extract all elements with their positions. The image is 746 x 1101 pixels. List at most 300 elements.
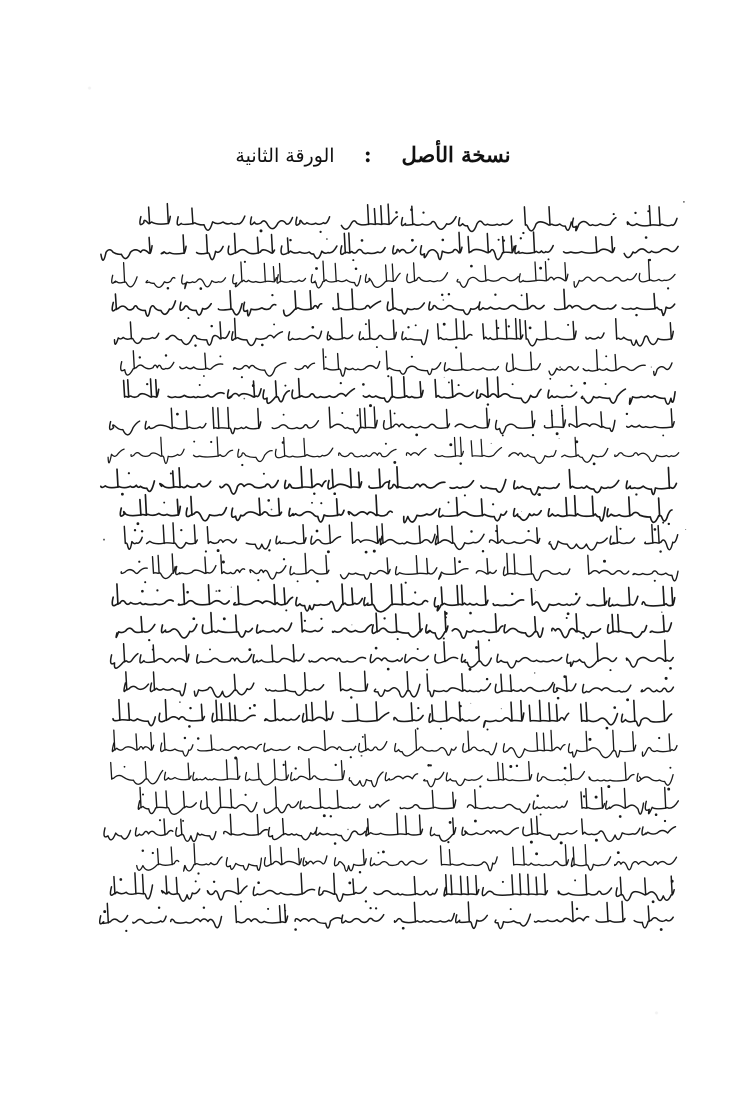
scan-speck (521, 511, 522, 512)
scan-speck (683, 201, 685, 203)
diacritic-dot (482, 550, 484, 552)
diacritic-dot (350, 696, 352, 698)
scan-speck (559, 366, 561, 368)
diacritic-dot (560, 841, 563, 844)
diacritic-dot (375, 647, 378, 650)
diacritic-dot (440, 728, 442, 730)
diacritic-dot (241, 464, 243, 466)
diacritic-dot (414, 591, 416, 593)
diacritic-dot (570, 385, 572, 387)
diacritic-dot (655, 813, 658, 816)
diacritic-dot (634, 212, 636, 214)
diacritic-dot (128, 472, 130, 474)
diacritic-dot (402, 927, 405, 930)
diacritic-dot (119, 878, 122, 881)
diacritic-dot (635, 314, 637, 316)
diacritic-dot (373, 550, 376, 553)
diacritic-dot (664, 820, 666, 822)
diacritic-dot (576, 908, 578, 910)
diacritic-dot (323, 814, 326, 817)
diacritic-dot (218, 590, 220, 592)
handwriting-stroke (137, 844, 677, 871)
handwriting-stroke (121, 553, 678, 580)
handwriting-stroke (116, 611, 671, 639)
diacritic-dot (240, 901, 242, 903)
diacritic-dot (512, 383, 514, 385)
diacritic-dot (316, 530, 319, 533)
manuscript-line (110, 407, 675, 437)
diacritic-dot (385, 443, 387, 445)
diacritic-dot (340, 382, 342, 384)
handwriting-stroke (124, 522, 677, 550)
handwriting-stroke (113, 700, 672, 728)
diacritic-dot (209, 648, 211, 650)
handwriting-stroke (104, 814, 676, 842)
diacritic-dot (273, 323, 275, 325)
diacritic-dot (486, 728, 488, 730)
diacritic-dot (549, 378, 551, 380)
diacritic-dot (137, 522, 140, 525)
handwriting-stroke (140, 204, 677, 232)
diacritic-dot (470, 530, 472, 532)
diacritic-dot (316, 580, 319, 583)
diacritic-dot (245, 794, 247, 796)
diacritic-dot (192, 617, 195, 620)
diacritic-dot (182, 820, 184, 822)
diacritic-dot (617, 851, 620, 854)
diacritic-dot (449, 821, 452, 824)
diacritic-dot (667, 287, 669, 289)
scan-speck (559, 438, 560, 439)
diacritic-dot (662, 522, 664, 524)
diacritic-dot (365, 551, 368, 554)
diacritic-dot (188, 725, 191, 728)
diacritic-dot (654, 528, 657, 531)
diacritic-dot (139, 356, 141, 358)
diacritic-dot (189, 707, 191, 709)
manuscript-line (100, 901, 674, 932)
diacritic-dot (522, 232, 524, 234)
diacritic-dot (217, 549, 220, 552)
manuscript-line (112, 289, 675, 320)
manuscript-line (121, 349, 672, 380)
manuscript-line (111, 640, 674, 671)
diacritic-dot (494, 294, 496, 296)
diacritic-dot (283, 414, 285, 416)
diacritic-dot (142, 793, 144, 795)
diacritic-dot (165, 354, 167, 356)
diacritic-dot (575, 593, 578, 596)
diacritic-dot (669, 667, 672, 670)
diacritic-dot (479, 785, 481, 787)
diacritic-dot (470, 265, 473, 268)
diacritic-dot (487, 403, 489, 405)
diacritic-dot (348, 882, 351, 885)
diacritic-dot (448, 293, 450, 295)
diacritic-dot (395, 211, 398, 214)
diacritic-dot (260, 229, 263, 232)
diacritic-dot (417, 707, 419, 709)
diacritic-dot (158, 906, 160, 908)
diacritic-dot (330, 815, 332, 817)
diacritic-dot (442, 239, 445, 242)
diacritic-dot (658, 737, 660, 739)
scan-speck (231, 587, 232, 588)
diacritic-dot (341, 412, 343, 414)
diacritic-dot (362, 736, 364, 738)
handwriting-stroke (124, 671, 673, 697)
diacritic-dot (103, 910, 106, 913)
diacritic-dot (582, 637, 584, 639)
diacritic-dot (492, 503, 494, 505)
scan-speck (564, 784, 566, 786)
diacritic-dot (159, 819, 161, 821)
scan-speck (351, 624, 352, 625)
handwriting-stroke (110, 873, 674, 901)
handwriting-stroke (111, 640, 674, 668)
diacritic-dot (607, 785, 610, 788)
manuscript-line (101, 467, 677, 497)
diacritic-dot (365, 900, 367, 902)
diacritic-dot (469, 612, 472, 615)
diacritic-dot (294, 928, 297, 931)
diacritic-dot (668, 523, 670, 525)
diacritic-dot (449, 443, 452, 446)
diacritic-dot (248, 648, 251, 651)
manuscript-line (113, 700, 672, 731)
diacritic-dot (511, 593, 513, 595)
scan-speck (444, 377, 445, 378)
diacritic-dot (583, 382, 586, 385)
scan-speck (651, 367, 652, 368)
diacritic-dot (197, 872, 199, 874)
diacritic-dot (561, 405, 563, 407)
diacritic-dot (595, 796, 598, 799)
diacritic-dot (387, 375, 389, 377)
diacritic-dot (455, 346, 457, 348)
diacritic-dot (383, 617, 385, 619)
diacritic-dot (660, 928, 663, 931)
diacritic-dot (626, 698, 629, 701)
diacritic-dot (320, 502, 322, 504)
diacritic-dot (382, 851, 385, 854)
diacritic-dot (459, 462, 461, 464)
diacritic-dot (142, 849, 144, 851)
diacritic-dot (361, 239, 364, 242)
caption-separator: : (363, 142, 373, 167)
diacritic-dot (320, 618, 322, 620)
diacritic-dot (527, 530, 529, 532)
diacritic-dot (662, 434, 664, 436)
diacritic-dot (613, 706, 616, 709)
scan-speck (326, 238, 328, 240)
diacritic-dot (267, 499, 270, 502)
manuscript-line (138, 787, 678, 818)
diacritic-dot (271, 294, 273, 296)
diacritic-dot (313, 492, 315, 494)
scan-speck (470, 703, 471, 704)
diacritic-dot (210, 441, 212, 443)
handwriting-stroke (112, 730, 677, 758)
diacritic-dot (203, 375, 205, 377)
diacritic-dot (357, 414, 359, 416)
handwriting-stroke (124, 377, 676, 404)
diacritic-dot (369, 404, 372, 407)
handwriting-stroke (112, 289, 675, 317)
diacritic-dot (152, 852, 154, 854)
diacritic-dot (141, 590, 144, 593)
diacritic-dot (244, 261, 246, 263)
scan-speck (215, 590, 217, 592)
diacritic-dot (548, 258, 550, 260)
diacritic-dot (311, 502, 313, 504)
diacritic-dot (124, 766, 126, 768)
diacritic-dot (520, 237, 522, 239)
manuscript-line (112, 730, 677, 760)
diacritic-dot (167, 287, 170, 290)
diacritic-dot (289, 239, 291, 241)
diacritic-dot (411, 356, 413, 358)
manuscript-line (124, 522, 677, 553)
diacritic-dot (605, 355, 607, 357)
diacritic-dot (170, 472, 172, 474)
diacritic-dot (375, 907, 377, 909)
diacritic-dot (605, 383, 607, 385)
diacritic-dot (141, 530, 143, 532)
diacritic-dot (283, 764, 285, 766)
diacritic-dot (564, 767, 567, 770)
diacritic-dot (257, 579, 259, 581)
diacritic-dot (285, 609, 287, 611)
handwriting-stroke (138, 787, 678, 814)
scan-speck (661, 611, 663, 613)
diacritic-dot (659, 550, 661, 552)
diacritic-dot (475, 646, 478, 649)
diacritic-dot (411, 239, 414, 242)
diacritic-dot (665, 677, 668, 680)
diacritic-dot (529, 327, 532, 330)
diacritic-dot (530, 841, 533, 844)
diacritic-dot (443, 637, 445, 639)
diacritic-dot (261, 344, 264, 347)
scan-speck (534, 672, 535, 673)
handwriting-stroke (121, 349, 672, 376)
diacritic-dot (497, 327, 499, 329)
diacritic-dot (469, 668, 472, 671)
diacritic-dot (619, 815, 622, 818)
diacritic-dot (283, 558, 285, 560)
diacritic-dot (394, 412, 396, 414)
page-caption (0, 142, 746, 167)
diacritic-dot (297, 580, 299, 582)
diacritic-dot (369, 907, 371, 909)
diacritic-dot (441, 294, 443, 296)
scan-speck (442, 299, 444, 301)
diacritic-dot (362, 383, 365, 386)
diacritic-dot (593, 463, 596, 466)
manuscript-line (120, 495, 672, 525)
diacritic-dot (263, 473, 265, 475)
diacritic-dot (508, 325, 510, 327)
diacritic-dot (405, 582, 407, 584)
diacritic-dot (144, 581, 146, 583)
diacritic-dot (205, 550, 207, 552)
diacritic-dot (567, 612, 570, 615)
diacritic-dot (443, 323, 446, 326)
diacritic-dot (268, 549, 270, 551)
leaf-label: الورقة الثانية (235, 145, 335, 167)
manuscript-line (111, 759, 673, 791)
diacritic-dot (567, 324, 569, 326)
diacritic-dot (121, 493, 124, 496)
diacritic-dot (327, 550, 330, 553)
diacritic-dot (199, 384, 201, 386)
diacritic-dot (125, 930, 127, 932)
diacritic-dot (609, 669, 611, 671)
diacritic-dot (376, 346, 378, 348)
diacritic-dot (219, 355, 221, 357)
scan-speck (685, 529, 686, 530)
diacritic-dot (539, 267, 542, 270)
diacritic-dot (510, 908, 512, 910)
manuscript-line (112, 584, 674, 615)
diacritic-dot (532, 434, 534, 436)
diacritic-dot (148, 639, 150, 641)
manuscript-line (115, 318, 674, 349)
diacritic-dot (448, 501, 450, 503)
diacritic-dot (669, 767, 671, 769)
diacritic-dot (257, 881, 260, 884)
diacritic-dot (335, 764, 337, 766)
diacritic-dot (417, 648, 419, 650)
scan-speck (271, 509, 273, 511)
handwriting-stroke (101, 232, 678, 260)
diacritic-dot (377, 852, 379, 854)
handwriting-stroke (112, 584, 674, 612)
handwriting-stroke (100, 901, 674, 928)
diacritic-dot (387, 668, 390, 671)
diacritic-dot (502, 881, 504, 883)
handwriting-stroke (101, 467, 677, 495)
manuscript-line (140, 204, 677, 235)
diacritic-dot (315, 267, 318, 270)
diacritic-dot (210, 325, 212, 327)
diacritic-dot (426, 669, 428, 671)
diacritic-dot (176, 413, 179, 416)
diacritic-dot (138, 561, 140, 563)
diacritic-dot (304, 620, 306, 622)
diacritic-dot (249, 707, 251, 709)
diacritic-dot (509, 765, 512, 768)
diacritic-dot (556, 432, 559, 435)
diacritic-dot (319, 231, 321, 233)
diacritic-dot (267, 908, 269, 910)
diacritic-dot (486, 678, 488, 680)
diacritic-dot (333, 492, 336, 495)
diacritic-dot (574, 879, 576, 881)
diacritic-dot (535, 852, 538, 855)
manuscript-line (104, 814, 676, 845)
diacritic-dot (146, 383, 148, 385)
diacritic-dot (447, 841, 449, 843)
handwriting-stroke (112, 260, 675, 289)
diacritic-dot (187, 317, 189, 319)
handwriting-stroke (111, 759, 673, 787)
diacritic-dot (284, 385, 286, 387)
diacritic-dot (397, 638, 399, 640)
diacritic-dot (448, 381, 450, 383)
manuscript-line (124, 671, 673, 701)
diacritic-dot (134, 529, 136, 531)
scan-speck (501, 708, 502, 709)
diacritic-dot (652, 900, 655, 903)
diacritic-dot (163, 502, 165, 504)
handwritten-manuscript (92, 200, 692, 940)
diacritic-dot (516, 765, 518, 767)
diacritic-dot (195, 880, 197, 882)
diacritic-dot (213, 881, 215, 883)
diacritic-dot (184, 737, 186, 739)
diacritic-dot (415, 324, 417, 326)
diacritic-dot (350, 756, 352, 758)
diacritic-dot (417, 728, 419, 730)
diacritic-dot (193, 441, 195, 443)
diacritic-dot (359, 871, 361, 873)
manuscript-line (110, 873, 674, 903)
diacritic-dot (606, 727, 609, 730)
scan-speck (535, 590, 536, 591)
diacritic-dot (334, 842, 337, 845)
diacritic-dot (536, 795, 539, 798)
diacritic-dot (474, 820, 477, 823)
diacritic-dot (194, 344, 196, 346)
manuscript-line (121, 553, 678, 583)
handwriting-stroke (110, 407, 675, 435)
diacritic-dot (488, 639, 490, 641)
manuscript-line (112, 260, 675, 290)
diacritic-dot (311, 326, 314, 329)
manuscript-image (92, 200, 692, 940)
diacritic-dot (355, 267, 358, 270)
diacritic-dot (583, 795, 585, 797)
diacritic-dot (156, 589, 158, 591)
scan-speck (491, 443, 492, 444)
diacritic-dot (603, 560, 606, 563)
diacritic-dot (458, 560, 461, 563)
diacritic-dot (635, 493, 637, 495)
scan-speck (103, 539, 105, 541)
scan-speck (537, 494, 538, 495)
diacritic-dot (645, 236, 648, 239)
diacritic-dot (253, 704, 256, 707)
diacritic-dot (407, 326, 409, 328)
diacritic-dot (654, 580, 656, 582)
diacritic-dot (557, 697, 560, 700)
manuscript-line (116, 611, 671, 641)
scan-speck (361, 755, 363, 757)
diacritic-dot (595, 839, 598, 842)
page-heading: نسخة الأصل (401, 142, 511, 167)
scan-speck (347, 829, 348, 830)
diacritic-dot (222, 561, 225, 564)
diacritic-dot (241, 376, 243, 378)
diacritic-dot (464, 494, 466, 496)
diacritic-dot (186, 591, 189, 594)
diacritic-dot (223, 617, 226, 620)
diacritic-dot (325, 356, 327, 358)
handwriting-stroke (115, 318, 674, 346)
diacritic-dot (203, 906, 205, 908)
